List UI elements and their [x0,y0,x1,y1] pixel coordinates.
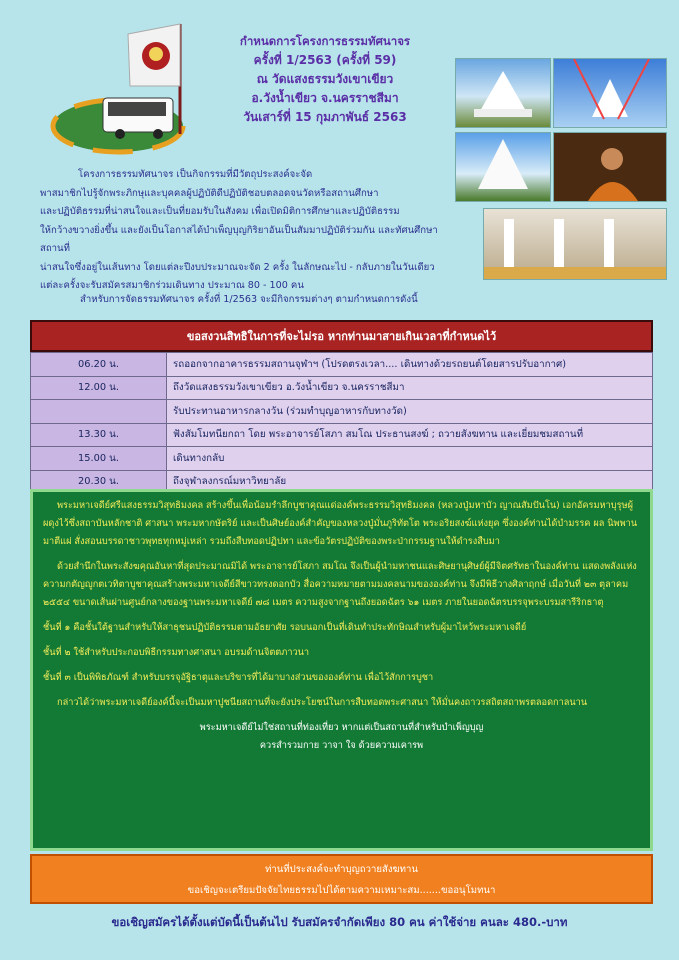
pagoda-paragraph-1: พระมหาเจดีย์ศรีแสงธรรมวิสุทธิมงคล สร้างขึ้นเพื่อน้อมรำลึกบูชาคุณแด่องค์พระธรรมวิสุทธิมงคล (หลวงปู่มหาบัว ญาณสัมปันโน) เอกอัครมหาบุรุษผู้ผดุงไว้ซึ่งสถาบันหลักชาติ ศาสนา พระมหากษัตริย์ และเป็นศิษย์องค์สำคัญของหลวงปู่มั่นภูริทัตโต พระอริยสงฆ์แห่งยุค ซึ่งองค์ท่านได้บำมรรค ผล นิพพาน มาตีแผ่ สั่งสอนบรรดาชาวพุทธทุกหมู่เหล่า รวมถึงสืบทอดปฏิปทา และข้อวัตรปฏิบัติของพระป่ากรรมฐานให้ดำรงสืบมา [43,500,638,547]
intro-line-3: และปฏิบัติธรรมที่น่าสนใจและเป็นที่ยอมรับในสังคม เพื่อเปิดมิติการศึกษาและปฏิบัติธรรม [40,206,400,217]
schedule-activity: รถออกจากอาคารธรรมสถานจุฬาฯ (โปรดตรงเวลา.... เดินทางด้วยรถยนต์โดยสารปรับอากาศ) [167,353,653,377]
schedule-activity: ถึงวัดแสงธรรมวังเขาเขียว อ.วังน้ำเขียว จ.นครราชสีมา [167,376,653,400]
photo-temple-1 [455,58,551,128]
pagoda-notice-2: ควรสำรวมกาย วาจา ใจ ด้วยความเคารพ [259,740,424,751]
title-line-3: ณ วัดแสงธรรมวังเขาเขียว [256,72,394,86]
table-row [31,447,653,471]
schedule-time: 15.00 น. [31,447,167,471]
intro-line-1: โครงการธรรมทัศนาจร เป็นกิจกรรมที่มีวัตถุประสงค์จะจัด [78,169,313,180]
schedule-activity: เดินทางกลับ [167,447,653,471]
title-line-2: ครั้งที่ 1/2563 (ครั้งที่ 59) [253,53,397,67]
photo-temple-2 [553,58,667,128]
pagoda-info-box [30,489,653,851]
title-line-1: กำหนดการโครงการธรรมทัศนาจร [239,34,411,48]
title-line-5: วันเสาร์ที่ 15 กุมภาพันธ์ 2563 [243,110,407,124]
registration-footer: ขอเชิญสมัครได้ตั้งแต่บัดนี้เป็นต้นไป รับสมัครจำกัดเพียง 80 คน ค่าใช้จ่าย คนละ 480.-บาท [111,915,568,929]
schedule-time [31,400,167,424]
photo-interior [483,208,667,280]
title-block [200,32,450,127]
pagoda-floor-2: ชั้นที่ ๒ ใช้สำหรับประกอบพิธีกรรมทางศาสนา อบรมด้านจิตตภาวนา [43,647,310,658]
donation-line-2: ขอเชิญจะเตรียมปัจจัยไทยธรรมไปได้ตามความเหมาะสม.......ขออนุโมทนา [187,885,496,896]
intro-line-4: ให้กว้างขวางยิ่งขึ้น และยังเป็นโอกาสได้บำเพ็ญบุญกิริยาอันเป็นสัมมาปฏิบัติร่วมกัน และทัศนศึกษาสถานที่ [40,224,438,254]
pagoda-paragraph-2: ด้วยสำนึกในพระสังฆคุณอันหาที่สุดประมาณมิได้ พระอาจารย์โสภา สมโณ จึงเป็นผู้นำมหาชนและศิษยานุศิษย์ผู้มีจิตศรัทธาในองค์ท่าน แสดงพลังแห่งความกตัญญูกตเวทิตาบูชาคุณสร้างพระมหาเจดีย์สีขาวทรงดอกบัว สื่อความหมายตามมงคลนามขององค์ท่าน จึงมีพิธีวางศิลาฤกษ์ เมื่อวันที่ ๒๓ ตุลาคม ๒๕๕๔ ขนาดเส้นผ่านศูนย์กลางของฐานพระมหาเจดีย์ ๗๘ เมตร ความสูงจากฐานถึงยอดฉัตร ๖๑ เมตร ภายในยอดฉัตรบรรจุพระบรมสารีริกธาตุ [43,561,637,608]
schedule-activity: รับประทานอาหารกลางวัน (ร่วมทำบุญอาหารกับทางวัด) [167,400,653,424]
schedule-time: 20.30 น. [31,470,167,494]
photo-monk [553,132,667,202]
title-line-4: อ.วังน้ำเขียว จ.นครราชสีมา [251,91,399,105]
donation-box [30,854,653,904]
donation-line-1: ท่านที่ประสงค์จะทำบุญถวายสังฆทาน [265,864,418,875]
table-row [31,376,653,400]
table-row [31,423,653,447]
intro-line-2: พาสมาชิกไปรู้จักพระภิกษุและบุคคลผู้ปฏิบัติดีปฏิบัติชอบตลอดจนวัดหรือสถานศึกษา [40,187,379,199]
table-row [31,353,653,377]
schedule-time: 13.30 น. [31,423,167,447]
photo-temple-3 [455,132,551,202]
table-row [31,400,653,424]
schedule-time: 12.00 น. [31,376,167,400]
pagoda-floor-3: ชั้นที่ ๓ เป็นพิพิธภัณฑ์ สำหรับบรรจุอัฐิธาตุและบริขารที่ได้มาบางส่วนขององค์ท่าน เพื่อไว้สักการบูชา [43,672,434,683]
intro-line-6: แต่ละครั้งจะรับสมัครสมาชิกร่วมเดินทาง ประมาณ 80 - 100 คน [40,280,304,291]
schedule-time: 06.20 น. [31,353,167,377]
schedule-activity: ฟังสัมโมทนียกถา โดย พระอาจารย์โสภา สมโณ ประธานสงฆ์ ; ถวายสังฆทาน และเยี่ยมชมสถานที่ [167,423,653,447]
schedule-heading: ขอสงวนสิทธิในการที่จะไม่รอ หากท่านมาสายเกินเวลาที่กำหนดไว้ [30,320,653,352]
pagoda-notice-1: พระมหาเจดีย์ไม่ใช่สถานที่ท่องเที่ยว หากแต่เป็นสถานที่สำหรับบำเพ็ญบุญ [199,722,484,733]
pagoda-paragraph-3: กล่าวได้ว่าพระมหาเจดีย์องค์นี้จะเป็นมหาปูชนียสถานที่จะยังประโยชน์ในการสืบทอดพระศาสนา ให้มั่นคงถาวรสถิตสถาพรตลอดกาลนาน [57,697,588,708]
intro-schedule-note: สำหรับการจัดธรรมทัศนาจร ครั้งที่ 1/2563 จะมีกิจกรรมต่างๆ ตามกำหนดการดังนี้ [80,294,418,305]
pagoda-floor-1: ชั้นที่ ๑ คือชั้นใต้ฐานสำหรับให้สาธุชนปฏิบัติธรรมตามอัธยาศัย รอบนอกเป็นที่เดินทำประทักษิณสำหรับผู้มาไหว้พระมหาเจดีย์ [43,622,527,633]
schedule-table [30,352,653,494]
intro-paragraph [40,166,455,296]
schedule-activity: ถึงจุฬาลงกรณ์มหาวิทยาลัย [167,470,653,494]
intro-line-5: น่าสนใจซึ่งอยู่ในเส้นทาง โดยแต่ละปีงบประมาณจะจัด 2 ครั้ง ในลักษณะไป - กลับภายในวันเดียว [40,261,435,273]
photo-collage [455,58,667,280]
project-logo [48,16,198,156]
